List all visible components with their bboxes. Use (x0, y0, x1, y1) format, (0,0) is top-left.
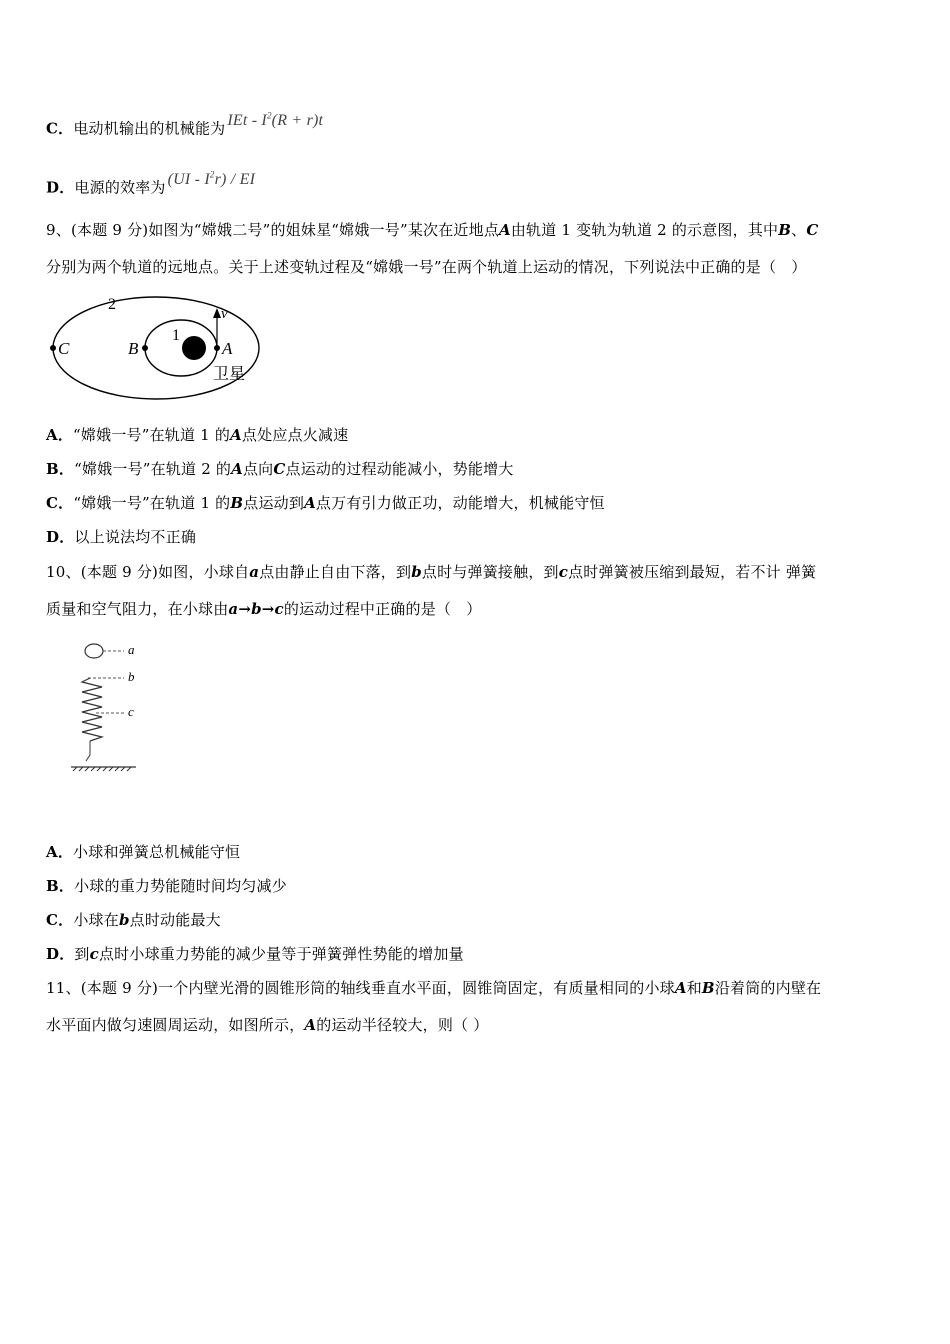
q9-option-a: A．“嫦娥一号”在轨道 1 的A点处应点火减速 (46, 426, 349, 444)
question-number: 9、 (46, 221, 71, 239)
point-a-label: A (222, 339, 233, 358)
label-c: c (128, 704, 134, 719)
q9-option-d: D．以上说法均不正确 (46, 528, 197, 546)
q11-stem-line2: 水平面内做匀速圆周运动，如图所示，A的运动半径较大，则（ ） (46, 1016, 489, 1034)
q10-stem-line1: 10、(本题 9 分)如图，小球自a点由静止自由下落，到b点时与弹簧接触，到c点时弹簧被压缩到最短，若不计 弹簧 (46, 563, 817, 581)
option-text: 电源的效率为 (74, 178, 166, 197)
velocity-arrow (213, 308, 221, 318)
q9-option-c: C．“嫦娥一号”在轨道 1 的B点运动到A点万有引力做正功，动能增大，机械能守恒 (46, 494, 605, 512)
planet (182, 336, 206, 360)
point-b-label: B (128, 339, 139, 358)
q8-option-c (46, 113, 323, 140)
label-a: a (128, 642, 135, 657)
point-c-dot (50, 345, 56, 351)
q10-option-a: A．小球和弹簧总机械能守恒 (46, 843, 241, 861)
label-b: b (128, 669, 135, 684)
q10-option-b: B．小球的重力势能随时间均匀减少 (46, 877, 287, 895)
q11-stem-line1: 11、(本题 9 分)一个内壁光滑的圆锥形筒的轴线垂直水平面，圆锥筒固定，有质量相同的小球A和B沿着筒的内壁在 (46, 979, 822, 997)
satellite-label: 卫星 (213, 366, 246, 383)
option-text: 电动机输出的机械能为 (73, 119, 226, 138)
formula: IEt - $I^2(R + r)t$ (227, 111, 324, 130)
orbit-1-label: 1 (172, 327, 180, 344)
q10-stem-line2: 质量和空气阻力，在小球由a→b→c的运动过程中正确的是（ ） (46, 600, 482, 618)
orbit-1 (145, 320, 217, 376)
q8-option-d (46, 172, 255, 199)
q9-stem-line2: 分别为两个轨道的远地点。关于上述变轨过程及“嫦娥一号”在两个轨道上运动的情况，下列说法中正确的是（ ） (46, 258, 807, 276)
question-number: 10、 (46, 563, 81, 581)
question-number: 11、 (46, 979, 81, 997)
option-label: C． (46, 119, 74, 138)
velocity-label: v (221, 306, 228, 322)
option-label: D． (46, 178, 75, 197)
spring-diagram (66, 637, 156, 777)
q10-option-c: C．小球在b点时动能最大 (46, 911, 221, 929)
spring (82, 678, 102, 741)
ball (85, 644, 103, 658)
q10-option-d: D．到c点时小球重力势能的减少量等于弹簧弹性势能的增加量 (46, 945, 464, 963)
point-c-label: C (58, 339, 70, 358)
q9-stem-line1: 9、(本题 9 分)如图为“嫦娥二号”的姐妹星“嫦娥一号”某次在近地点A由轨道 1 变轨为轨道 2 的示意图，其中B、C (46, 221, 819, 239)
point-b-dot (142, 345, 148, 351)
orbit-diagram (46, 292, 266, 407)
q9-option-b: B．“嫦娥一号”在轨道 2 的A点向C点运动的过程动能减小，势能增大 (46, 460, 514, 478)
formula: $(UI - I^2r)$ / EI (167, 170, 256, 189)
orbit-2-label: 2 (108, 296, 116, 313)
